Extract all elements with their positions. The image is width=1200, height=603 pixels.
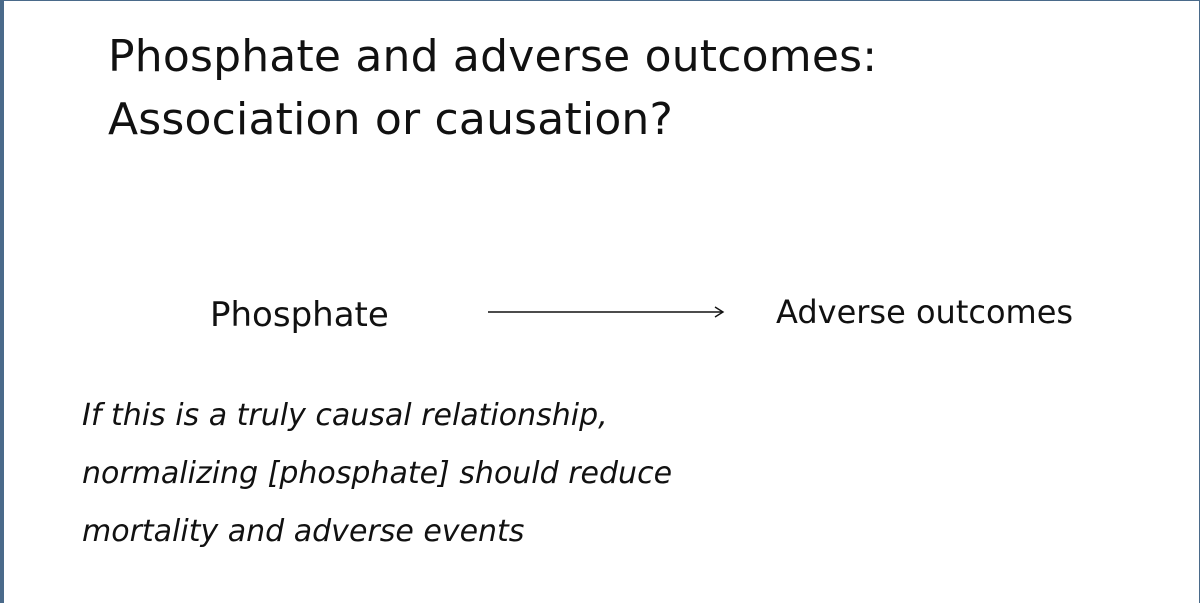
- causal-note-line-1: If this is a truly causal relationship,: [82, 398, 608, 433]
- causal-note-line-2: normalizing [phosphate] should reduce: [82, 456, 673, 491]
- cause-label: Phosphate: [210, 295, 389, 335]
- causal-note: [82, 387, 672, 561]
- effect-label: Adverse outcomes: [776, 293, 1074, 331]
- slide-title-line-1: Phosphate and adverse outcomes:: [108, 31, 878, 82]
- slide-title-line-2: Association or causation?: [108, 94, 674, 145]
- causal-note-line-3: mortality and adverse events: [82, 514, 525, 549]
- slide-title: [108, 25, 877, 151]
- right-arrow-icon: [488, 305, 728, 319]
